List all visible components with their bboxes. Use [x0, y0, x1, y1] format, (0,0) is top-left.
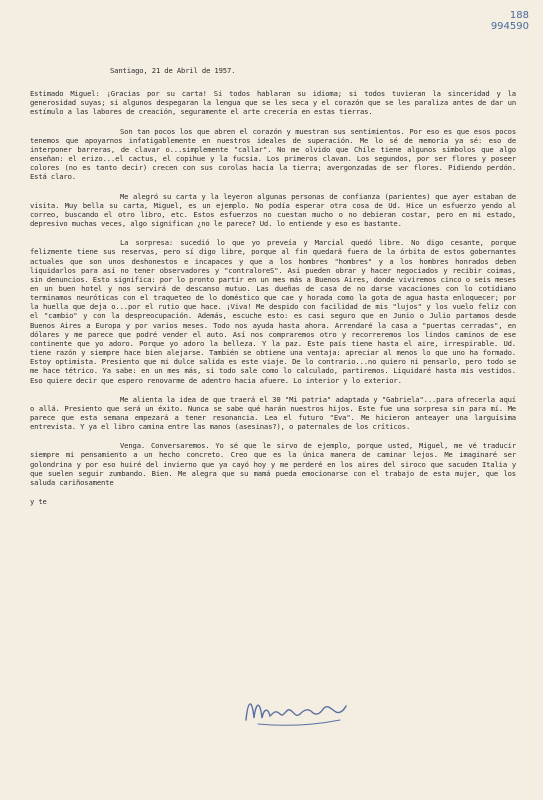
paragraph-2: Son tan pocos los que abren el corazón y muestran sus sentimientos. Por eso es que esos pocos tenemos que apoyarnos infatigablemente en nuestros ideales de superación. Me lo sé de memoria ya sé: eso de interponer barreras, de clavar o...simplemente "callar". No me olvido que Chile tiene algunos símbolos que algo enseñan: el erizo...el cactus, el copihue y la fucsia. Los primeros clavan. Los segundos, por ser flores y poseer colores (no es tanto decir) crecen con sus corolas hacia la tierra; avergonzadas de ser flores. Pidiendo perdón. Está claro.	[30, 126, 516, 182]
archive-number: 188	[509, 10, 529, 21]
letter-closing: y te	[30, 497, 47, 507]
letter-body	[30, 66, 516, 516]
archive-code: 994590	[490, 21, 529, 32]
archive-reference	[491, 10, 529, 32]
paragraph-3: Me alegró su carta y la leyeron algunas personas de confianza (parientes) que ayer estaban de visita. Muy bella su carta, Miguel, es un ejemplo. No podía esperar otra cosa de Ud. Hice un esfuerzo yendo al correo, buscando el otro libro, etc. Estos esfuerzos no cuestan mucho o no debieran costar, pero en mi estado, depresivo muchas veces, algo significan ¿no le parece? Ud. lo entiende y eso es bastante.	[30, 191, 516, 229]
paragraph-4: La sorpresa: sucedió lo que yo preveía y Marcial quedó libre. No digo cesante, porque felizmente tiene sus reservas, pero sí digo libre, porque al fin quedará fuera de la órbita de estos gobernantes actuales que son unos deshonestos e incapaces y que a los hombres "hombres" y a los hombres honrados deben liquidarlos para así no tener observadores y "contraloreS". Así pueden obrar y hacer negociados y recibir coimas, sin denuncios. Esto significa: por lo pronto partir en un mes más a Buenos Aires, donde viviremos cinco o seis meses en un buen hotel y nos servirá de descanso mutuo. Las dueñas de casa de no darse vacaciones con lo cotidiano terminamos neuróticas con el traqueteo de lo doméstico que cae y horada como la gota de agua hasta enloquecer; por la huella que deja o...por el rutio que hace. ¡Viva! Me despido con facilidad de mis "lujos" y los vuelo feliz con el "cambio" y con la despreocupación. Además, escuche esto: es casi seguro que en Junio o Julio partamos desde Buenos Aires a Europa y por varios meses. Todo nos ayuda hasta ahora. Arrendaré la casa a "puertas cerradas", en dólares y me parece que podré vender el auto. Así nos compraremos otro y recorreremos los lindos caminos de ese continente que yo adoro. Porque yo adoro la belleza. Y la paz. Este país tiene hasta el aire, irrespirable. Ud. tiene razón y siempre hace bien alejarse. También se obtiene una ventaja: apreciar al menos lo que uno ha formado. Estoy optimista. Presiento que mi dulce salida es este viaje. De lo contrario...no quiero ni pensarlo, pero todo se me hace tétrico. Ya sabe: en un mes más, si todo sale como lo calculado, partiremos. Liquidaré hasta mis vestidos. Eso quiere decir que espero renovarme de adentro hacia afuere. Lo interior y lo exterior.	[30, 238, 516, 385]
paragraph-6: Venga. Conversaremos. Yo sé que le sirvo de ejemplo, porque usted, Miguel, me vé traducir siempre mi pensamiento a un hecho concreto. Creo que es la única manera de caminar lejos. Me imaginaré ser golondrina y por eso huiré del invierno que ya cayó hoy y me perderé en los aires del siroco que sacuden Italia y que suelen seguir zumbando. Bien. Me alegra que su mamá pueda emocionarse con el trabajo de esta mujer, que los saluda cariñosamente	[30, 441, 516, 487]
paragraph-greeting: Estimado Miguel: ¡Gracias por su carta! Si todos hablaran su idioma; si todos tuvieran la sinceridad y la generosidad suyas; si algunos despegaran la lengua que se les seca y el corazón que se les paraliza antes de dar un estímulo a las labores de creación, seguramente el arte crecería en estas tierras.	[30, 89, 516, 117]
letter-date: Santiago, 21 de Abril de 1957.	[110, 66, 236, 75]
handwritten-signature	[240, 690, 350, 730]
paragraph-5: Me alienta la idea de que traerá el 30 "Mi patria" adaptada y "Gabriela"...para ofrecerla aquí o allá. Presiento que será un éxito. Nunca se sabe qué harán nuestros hijos. Este fue una sorpresa sin para mí. Me parece que esta semana empezará a tener resonancia. Lea el futuro "Eva". Me hicieron anteayer una larguísima entrevista. Y ya el libro camina entre las manos (asesinas?), o paternales de los críticos.	[30, 394, 516, 432]
